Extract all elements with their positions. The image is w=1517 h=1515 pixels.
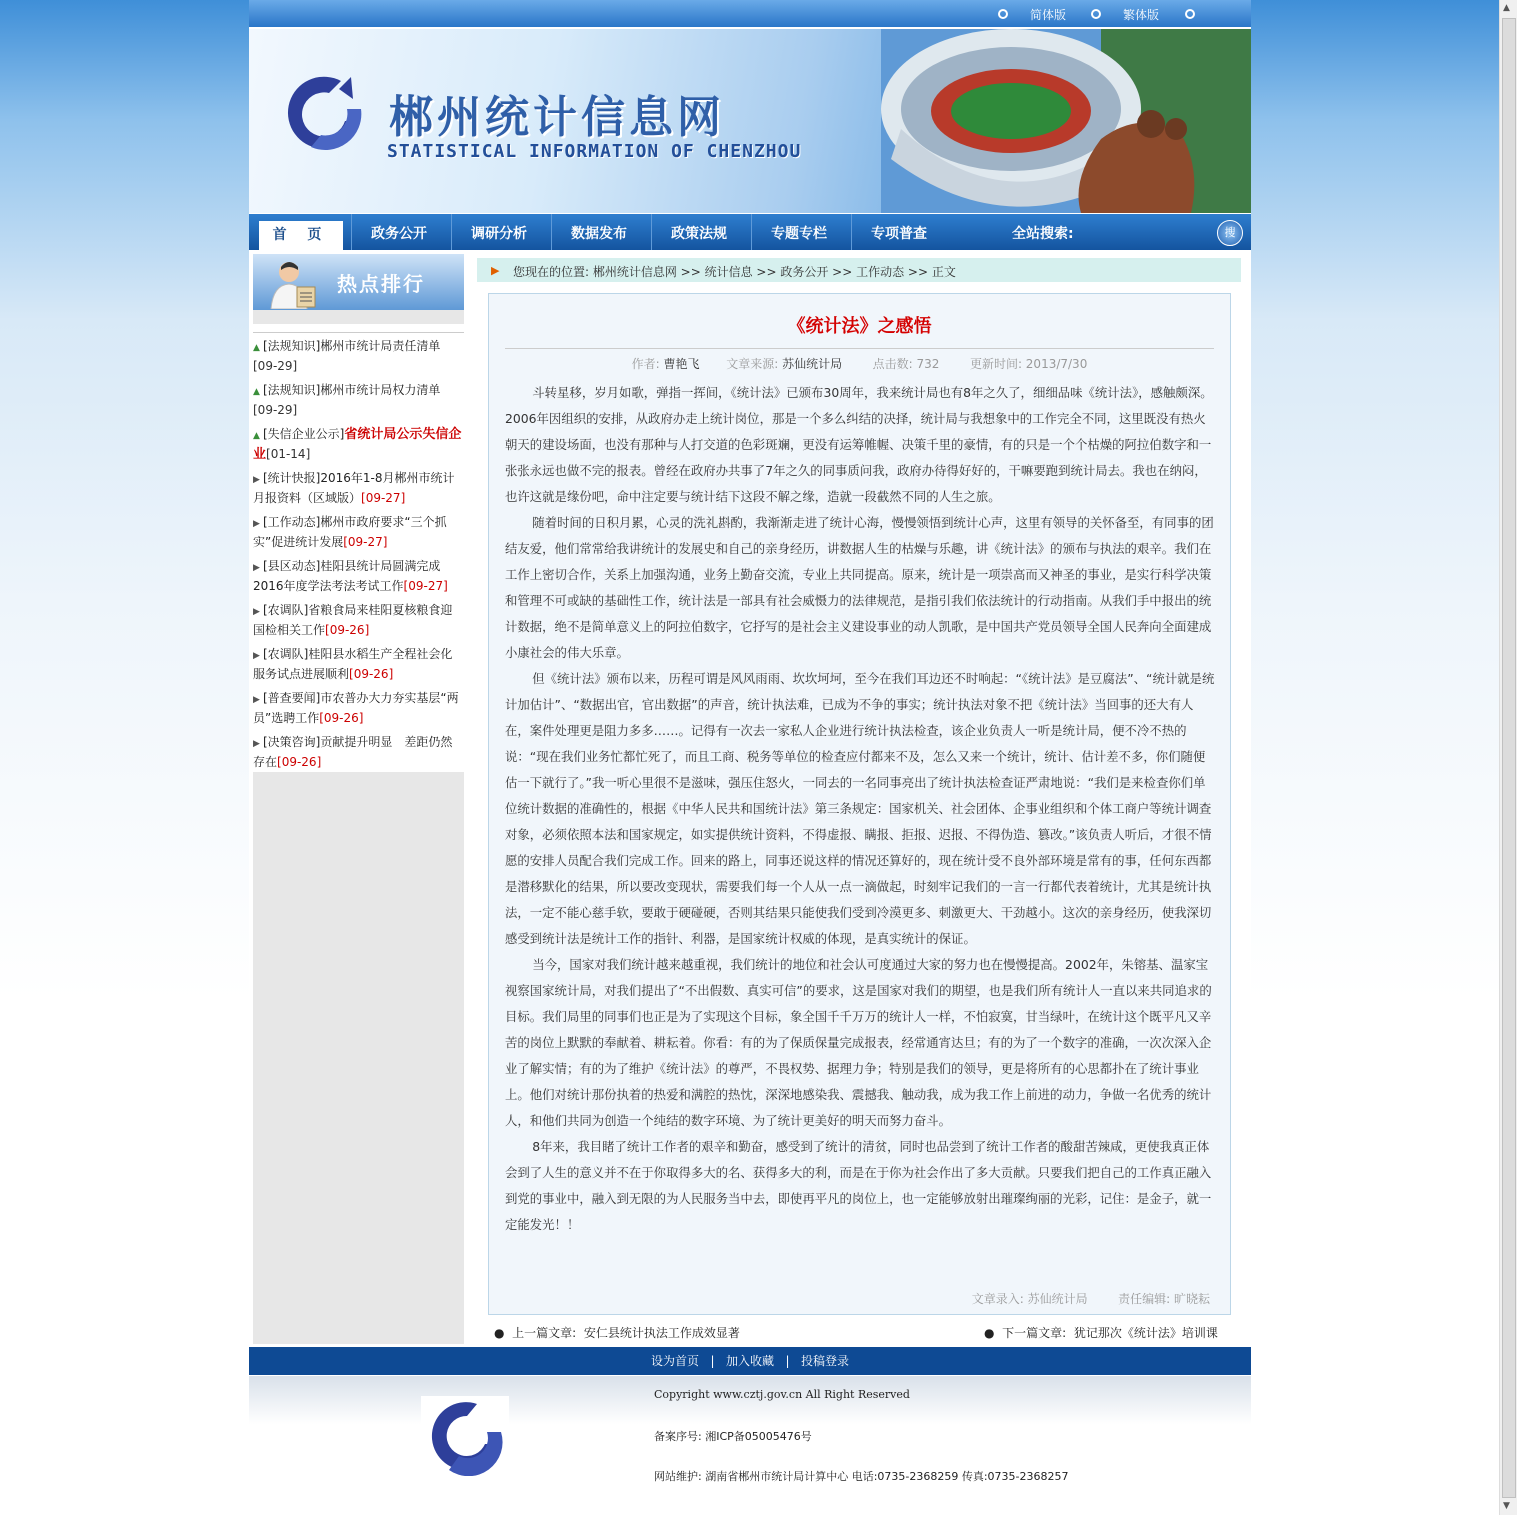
nav-divider bbox=[551, 214, 552, 250]
next-article[interactable] bbox=[984, 1324, 1218, 1341]
nav-divider bbox=[451, 214, 452, 250]
list-item-date: [01-14] bbox=[266, 447, 311, 461]
icp-number: 备案序号: 湘ICP备05005476号 bbox=[654, 1430, 812, 1443]
search-button[interactable]: 搜 bbox=[1217, 220, 1243, 246]
editor-info: 责任编辑: 旷晓耘 bbox=[1118, 1292, 1210, 1306]
site-logo-icon bbox=[281, 69, 371, 159]
search-label: 全站搜索: bbox=[1012, 226, 1074, 242]
footer bbox=[249, 1376, 1251, 1497]
arrow-icon: ▶ bbox=[491, 264, 500, 277]
list-item-date: [09-26] bbox=[349, 667, 394, 681]
list-item[interactable] bbox=[253, 601, 464, 639]
nav-government-affairs[interactable]: 政务公开 bbox=[371, 226, 427, 242]
list-item-date: [09-26] bbox=[325, 623, 370, 637]
nav-research[interactable]: 调研分析 bbox=[471, 226, 527, 242]
triangle-right-icon: ▶ bbox=[253, 607, 260, 617]
submission-login-link[interactable]: 投稿登录 bbox=[800, 1354, 849, 1368]
prev-label: 上一篇文章: bbox=[512, 1326, 577, 1340]
list-item-date: [09-27] bbox=[343, 535, 388, 549]
bullet-icon bbox=[998, 9, 1008, 19]
bullet-icon bbox=[1091, 9, 1101, 19]
list-item[interactable] bbox=[253, 689, 464, 727]
triangle-right-icon: ▶ bbox=[253, 519, 260, 529]
article-paragraph: 随着时间的日积月累，心灵的洗礼斟酌，我渐渐走进了统计心海，慢慢领悟到统计心声，这里有领导的关怀备至，有同事的团结友爱，他们常常给我讲统计的发展史和自己的亲身经历，讲数据人生的枯燥与乐趣，讲《统计法》的颁布与执法的艰辛。我们在工作上密切合作，关系上加强沟通，业务上勤奋交流，专业上共同提高。原来，统计是一项崇高而又神圣的事业，是实行科学决策和管理不可或缺的基础性工作，统计法是一部具有社会威慑力的法律规范，是指引我们依法统计的行动指南。从我们手中报出的统计数据，绝不是简单意义上的阿拉伯数字，它抒写的是社会主义建设事业的动人凯歌，是中国共产党员领导全国人民奔向全面建成小康社会的伟大乐章。 bbox=[505, 515, 1214, 660]
list-item[interactable] bbox=[253, 645, 464, 683]
list-item[interactable] bbox=[253, 469, 464, 507]
entry-info: 文章录入: 苏仙统计局 bbox=[971, 1292, 1088, 1306]
triangle-up-icon: ▲ bbox=[253, 387, 260, 397]
scroll-down-icon[interactable]: ▼ bbox=[1503, 1501, 1510, 1511]
article-title: 《统计法》之感悟 bbox=[787, 316, 932, 337]
bullet-icon: ● bbox=[984, 1326, 995, 1340]
stadium-image bbox=[881, 29, 1251, 213]
sidebar bbox=[253, 254, 464, 1344]
list-item-text[interactable]: [农调队]省粮食局来桂阳夏核粮食迎国检相关工作 bbox=[253, 603, 453, 637]
set-homepage-link[interactable]: 设为首页 bbox=[651, 1354, 700, 1368]
list-item-text[interactable]: [法规知识]郴州市统计局责任清单 bbox=[263, 339, 441, 353]
nav-divider bbox=[351, 214, 352, 250]
list-item-text[interactable]: [普查要闻]市农普办大力夯实基层“两员”选聘工作 bbox=[253, 691, 459, 725]
add-favorite-link[interactable]: 加入收藏 bbox=[725, 1354, 774, 1368]
breadcrumb bbox=[477, 258, 1241, 282]
triangle-right-icon: ▶ bbox=[253, 651, 260, 661]
click-count: 点击数: 732 bbox=[872, 357, 940, 371]
divider bbox=[253, 332, 464, 333]
update-time: 更新时间: 2013/7/30 bbox=[969, 357, 1088, 371]
site-subtitle: STATISTICAL INFORMATION OF CHENZHOU bbox=[387, 141, 802, 162]
copyright: Copyright www.cztj.gov.cn All Right Reserved bbox=[654, 1388, 910, 1401]
nav-divider bbox=[751, 214, 752, 250]
breadcrumb-text[interactable]: 您现在的位置: 郴州统计信息网 >> 统计信息 >> 政务公开 >> 工作动态 >> 正文 bbox=[513, 265, 956, 279]
list-item[interactable] bbox=[253, 733, 464, 771]
list-item[interactable] bbox=[253, 513, 464, 551]
list-item-date: [09-29] bbox=[253, 359, 298, 373]
author: 曹艳飞 bbox=[663, 357, 700, 371]
article-paragraph: 但《统计法》颁布以来，历程可谓是风风雨雨、坎坎坷坷，至今在我们耳边还不时响起：“《统计法》是豆腐法”、“统计就是统计加估计”、“数据出官，官出数据”的声音，统计执法难，已成为不争的事实；统计执法对象不把《统计法》当回事的还大有人在，案件处理更是阻力多多……。记得有一次去一家私人企业进行统计执法检查，该企业负责人一听是统计局，便不冷不热的说：“现在我们业务忙都忙死了，而且工商、税务等单位的检查应付都来不及，怎么又来一个统计，统计、估计差不多，你们随便估一下就行了。”我一听心里很不是滋味，强压住怒火，一同去的一名同事亮出了统计执法检查证严肃地说：“我们是来检查你们单位统计数据的准确性的，根据《中华人民共和国统计法》第三条规定：国家机关、社会团体、企事业组织和个体工商户等统计调查对象，必须依照本法和国家规定，如实提供统计资料，不得虚报、瞒报、拒报、迟报、不得伪造、篡改。”该负责人听后，才很不情愿的安排人员配合我们完成工作。回来的路上，同事还说这样的情况还算好的，现在统计受不良外部环境是常有的事，任何东西都是潜移默化的结果，所以要改变现状，需要我们每一个人从一点一滴做起，时刻牢记我们的一言一行都代表着统计，尤其是统计执法，一定不能心慈手软，要敢于硬碰硬，否则其结果只能使我们受到冷漠更多、刺激更大、干劲越小。这次的亲身经历，使我深切感受到统计法是统计工作的指针、利器，是国家统计权威的体现，是真实统计的保证。 bbox=[505, 671, 1215, 946]
prev-link[interactable]: 安仁县统计执法工作成效显著 bbox=[583, 1326, 740, 1340]
list-item-date: [09-26] bbox=[277, 755, 322, 769]
list-item-text[interactable]: [县区动态]桂阳县统计局圆满完成2016年度学法考法考试工作 bbox=[253, 559, 441, 593]
user-avatar-icon bbox=[267, 257, 319, 309]
maintainer-info: 网站维护: 湖南省郴州市统计局计算中心 电话:0735-2368259 传真:0735-2368257 bbox=[654, 1470, 1069, 1483]
nav-special-topics[interactable]: 专题专栏 bbox=[771, 226, 827, 242]
vertical-scrollbar[interactable] bbox=[1499, 0, 1517, 1515]
simplified-link[interactable]: 简体版 bbox=[1030, 8, 1067, 22]
article-paragraph: 8年来，我目睹了统计工作者的艰辛和勤奋，感受到了统计的清贫，同时也品尝到了统计工作者的酸甜苦辣咸，更使我真正体会到了人生的意义并不在于你取得多大的名、获得多大的利，而是在于你为社会作出了多大贡献。只要我们把自己的工作真正融入到党的事业中，融入到无限的为人民服务当中去，即使再平凡的岗位上，也一定能够放射出璀璨绚丽的光彩，记住：是金子，就一定能发光！！ bbox=[505, 1139, 1212, 1232]
page-container bbox=[249, 0, 1251, 1497]
article-paragraph: 斗转星移，岁月如歌，弹指一挥间，《统计法》已颁布30周年，我来统计局也有8年之久了，细细品味《统计法》，感触颇深。2006年因组织的安排，从政府办走上统计岗位，那是一个多么纠结的决择，统计局与我想象中的工作完全不同，这里既没有热火朝天的建设场面，也没有那种与人打交道的色彩斑斓，更没有运筹帷幄、决策千里的豪情，有的只是一个个枯燥的阿拉伯数字和一张张永远也做不完的报表。曾经在政府办共事了7年之久的同事质问我，政府办待得好好的，干嘛要跑到统计局去。我也在纳闷，也许这就是缘份吧，命中注定要与统计结下这段不解之缘，造就一段截然不同的人生之旅。 bbox=[505, 385, 1213, 504]
list-item-text[interactable]: [决策咨询]贡献提升明显 差距仍然存在 bbox=[253, 735, 453, 769]
traditional-link[interactable]: 繁体版 bbox=[1123, 8, 1160, 22]
list-item-text[interactable]: [农调队]桂阳县水稻生产全程社会化服务试点进展顺利 bbox=[253, 647, 453, 681]
sidebar-title: 热点排行 bbox=[337, 272, 425, 296]
list-item-date: [09-27] bbox=[403, 579, 448, 593]
nav-census[interactable]: 专项普查 bbox=[871, 226, 927, 242]
list-item-text[interactable]: [法规知识]郴州市统计局权力清单 bbox=[263, 383, 441, 397]
list-item-text[interactable]: [统计快报]2016年1-8月郴州市统计月报资料（区域版） bbox=[253, 471, 455, 505]
triangle-right-icon: ▶ bbox=[253, 563, 260, 573]
triangle-right-icon: ▶ bbox=[253, 739, 260, 749]
next-label: 下一篇文章: bbox=[1002, 1326, 1067, 1340]
sidebar-header bbox=[253, 254, 464, 310]
bullet-icon bbox=[1185, 9, 1195, 19]
list-item-date: [09-26] bbox=[319, 711, 364, 725]
article-body bbox=[505, 380, 1217, 1238]
list-item[interactable] bbox=[253, 381, 464, 419]
author-label: 作者: bbox=[631, 357, 660, 371]
nav-home[interactable]: 首 页 bbox=[259, 221, 343, 250]
triangle-up-icon: ▲ bbox=[253, 343, 260, 353]
list-item-date: [09-27] bbox=[361, 491, 406, 505]
article-paragraph: 当今，国家对我们统计越来越重视，我们统计的地位和社会认可度通过大家的努力也在慢慢提高。2002年，朱镕基、温家宝视察国家统计局，对我们提出了“不出假数、真实可信”的要求，这是国家对我们的期望，也是我们所有统计人一直以来共同追求的目标。我们局里的同事们也正是为了实现这个目标，象全国千千万万的统计人一样，不怕寂寞，甘当绿叶，在统计这个既平凡又辛苦的岗位上默默的奉献着、耕耘着。你看：有的为了保质保量完成报表，经常通宵达旦；有的为了一个数字的准确，一次次深入企业了解实情；有的为了维护《统计法》的尊严，不畏权势、据理力争；特别是我们的领导，更是将所有的心思都扑在了统计事业上。他们对统计那份执着的热爱和满腔的热忱，深深地感染我、震撼我、触动我，成为我工作上前进的动力，争做一名优秀的统计人，和他们共同为创造一个纯结的数字环境、为了统计更美好的明天而努力奋斗。 bbox=[505, 957, 1212, 1128]
nav-divider bbox=[851, 214, 852, 250]
list-item-date: [09-29] bbox=[253, 403, 298, 417]
triangle-up-icon: ▲ bbox=[253, 431, 260, 441]
list-item-text[interactable]: [工作动态]郴州市政府要求“三个抓实”促进统计发展 bbox=[253, 515, 447, 549]
list-item-text[interactable]: [失信企业公示] bbox=[263, 427, 345, 441]
nav-policy[interactable]: 政策法规 bbox=[671, 226, 727, 242]
banner bbox=[249, 29, 1251, 213]
nav-divider bbox=[651, 214, 652, 250]
prev-article[interactable] bbox=[494, 1324, 740, 1341]
scrollbar-thumb[interactable] bbox=[1502, 18, 1516, 1498]
article-footer bbox=[972, 1290, 1210, 1307]
article-meta bbox=[489, 355, 1230, 372]
top-bar bbox=[249, 0, 1251, 27]
site-title: 郴州统计信息网 bbox=[389, 92, 725, 143]
bullet-icon: ● bbox=[494, 1326, 505, 1340]
triangle-right-icon: ▶ bbox=[253, 695, 260, 705]
footer-links: 设为首页 | 加入收藏 | 投稿登录 bbox=[249, 1347, 1251, 1375]
list-item[interactable] bbox=[253, 425, 464, 464]
article bbox=[488, 293, 1231, 1315]
list-item[interactable] bbox=[253, 557, 464, 595]
scroll-up-icon[interactable]: ▲ bbox=[1503, 3, 1510, 13]
source: 苏仙统计局 bbox=[782, 357, 843, 371]
nav-data-release[interactable]: 数据发布 bbox=[571, 226, 627, 242]
triangle-right-icon: ▶ bbox=[253, 475, 260, 485]
divider bbox=[505, 348, 1214, 349]
next-link[interactable]: 犹记那次《统计法》培训课 bbox=[1073, 1326, 1218, 1340]
hot-list bbox=[253, 324, 464, 772]
source-label: 文章来源: bbox=[726, 357, 779, 371]
footer-logo-icon bbox=[421, 1396, 509, 1476]
list-item[interactable] bbox=[253, 337, 464, 375]
main-nav bbox=[249, 214, 1251, 250]
list-item-highlight[interactable]: 省统计局公示失信企业 bbox=[253, 427, 462, 462]
